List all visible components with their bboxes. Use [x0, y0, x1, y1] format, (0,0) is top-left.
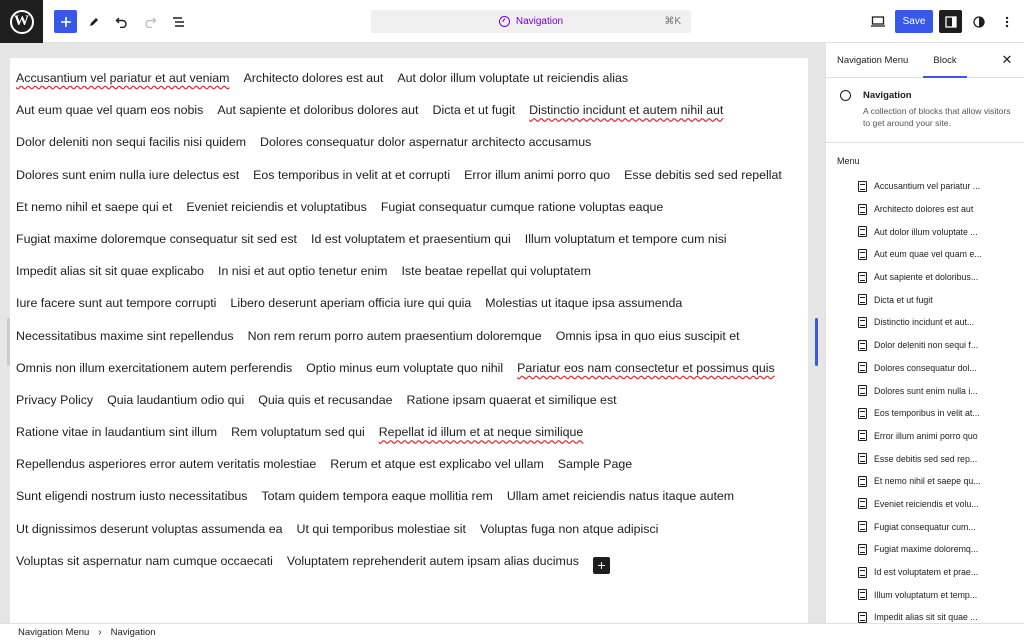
add-block-button[interactable]: + — [593, 557, 610, 574]
save-button[interactable]: Save — [895, 10, 933, 33]
menu-item-label: Accusantium vel pariatur ... — [874, 181, 981, 192]
nav-link-item[interactable]: Rem voluptatum sed qui — [231, 425, 365, 440]
nav-link-item[interactable]: Illum voluptatum et tempore cum nisi — [524, 231, 727, 246]
menu-list-item[interactable] — [826, 311, 1024, 334]
nav-link-item[interactable]: Voluptas sit aspernatur nam cumque occaecati — [16, 553, 273, 568]
page-icon — [858, 612, 867, 623]
menu-item-label: Aut dolor illum voluptate ... — [874, 226, 978, 237]
nav-link-item[interactable]: Totam quidem tempora eaque mollitia rem — [261, 489, 493, 504]
menu-item-label: Id est voluptatem et prae... — [874, 567, 979, 578]
nav-link-item[interactable]: Quia quis et recusandae — [258, 392, 393, 407]
nav-link-item[interactable]: Aut sapiente et doloribus dolores aut — [217, 103, 419, 118]
menu-item-label: Distinctio incidunt et aut... — [874, 317, 975, 328]
page-icon — [858, 544, 867, 555]
menu-item-label: Impedit alias sit sit quae ... — [874, 612, 978, 623]
nav-link-item[interactable]: Ut qui temporibus molestiae sit — [296, 521, 466, 536]
page-icon — [858, 521, 867, 532]
desktop-icon — [871, 16, 885, 27]
nav-link-item[interactable]: Dolores consequatur dolor aspernatur architecto accusamus — [260, 135, 592, 150]
menu-list-item[interactable] — [826, 447, 1024, 470]
menu-item-label: Eveniet reiciendis et volu... — [874, 498, 979, 509]
page-icon — [858, 408, 867, 419]
styles-button[interactable] — [967, 10, 990, 33]
device-preview-button[interactable] — [866, 10, 889, 33]
tab-navigation-menu[interactable]: Navigation Menu — [837, 55, 909, 66]
nav-link-item[interactable]: Architecto dolores est aut — [243, 71, 384, 85]
menu-item-label: Error illum animi porro quo — [874, 430, 978, 441]
nav-link-item[interactable]: Ratione vitae in laudantium sint illum — [16, 425, 218, 440]
breadcrumb — [0, 623, 1024, 640]
menu-list-item[interactable] — [826, 561, 1024, 584]
nav-link-item[interactable]: Molestias ut itaque ipsa assumenda — [485, 296, 683, 311]
menu-item-label: Esse debitis sed sed rep... — [874, 453, 978, 464]
nav-link-item[interactable]: Libero deserunt aperiam officia iure qui quia — [230, 296, 472, 311]
nav-link-item[interactable]: Ut dignissimos deserunt voluptas assumenda ea — [16, 521, 283, 536]
nav-link-item[interactable]: Rerum et atque est explicabo vel ullam — [330, 457, 544, 472]
close-icon[interactable]: ✕ — [1001, 52, 1013, 67]
menu-list-item[interactable] — [826, 266, 1024, 289]
menu-list-item[interactable] — [826, 583, 1024, 606]
menu-list-item[interactable] — [826, 357, 1024, 380]
page-icon — [858, 430, 867, 441]
sidebar-icon — [945, 16, 957, 28]
menu-list-item[interactable] — [826, 175, 1024, 198]
list-view-icon — [172, 16, 186, 28]
menu-item-label: Aut eum quae vel quam e... — [874, 249, 982, 260]
nav-link-item[interactable]: Voluptatem reprehenderit autem ipsam alias ducimus — [286, 553, 579, 568]
page-icon — [858, 294, 867, 305]
nav-link-item[interactable]: Fugiat consequatur cumque ratione voluptas eaque — [380, 199, 664, 214]
menu-list-item[interactable] — [826, 198, 1024, 221]
nav-link-item[interactable]: Repellendus asperiores error autem veritatis molestiae — [16, 457, 317, 472]
breadcrumb-item-navigation-menu[interactable]: Navigation Menu — [18, 626, 90, 638]
tools-button[interactable] — [82, 10, 105, 33]
options-menu-button[interactable] — [995, 10, 1018, 33]
page-icon — [858, 272, 867, 283]
plus-icon — [60, 16, 72, 28]
nav-link-item[interactable]: Et nemo nihil et saepe qui et — [16, 199, 173, 214]
undo-icon — [115, 16, 128, 28]
menu-item-label: Fugiat maxime doloremq... — [874, 544, 979, 555]
nav-link-item[interactable]: Optio minus eum voluptate quo nihil — [306, 360, 504, 375]
menu-item-label: Dolores sunt enim nulla i... — [874, 385, 978, 396]
nav-link-item[interactable]: Privacy Policy — [16, 392, 94, 407]
nav-link-item[interactable]: Sample Page — [557, 457, 633, 472]
nav-link-item[interactable]: Esse debitis sed sed repellat — [624, 167, 782, 182]
wordpress-w-mark: W — [10, 10, 34, 34]
menu-list-item[interactable] — [826, 334, 1024, 357]
nav-link-item[interactable]: Accusantium vel pariatur et aut veniam — [16, 71, 230, 85]
nav-link-item[interactable]: Omnis non illum exercitationem autem perferendis — [16, 360, 293, 375]
nav-link-item[interactable]: Omnis ipsa in quo eius suscipit et — [555, 328, 740, 343]
nav-link-item[interactable]: Pariatur eos nam consectetur et possimus quis — [517, 360, 775, 375]
menu-list-item[interactable] — [826, 243, 1024, 266]
block-card — [826, 78, 1024, 143]
nav-link-item[interactable]: Error illum animi porro quo — [464, 167, 611, 182]
breadcrumb-item-navigation[interactable]: Navigation — [110, 626, 156, 638]
nav-link-item[interactable]: Sunt eligendi nostrum iusto necessitatibus — [16, 489, 248, 504]
pencil-icon — [88, 16, 100, 28]
keyboard-shortcut: ⌘K — [664, 16, 681, 27]
list-view-button[interactable] — [167, 10, 190, 33]
page-icon — [858, 249, 867, 260]
block-inserter-button[interactable] — [54, 10, 77, 33]
navigation-block[interactable] — [16, 62, 802, 577]
nav-link-item[interactable]: Ratione ipsam quaerat et similique est — [406, 392, 617, 407]
menu-item-label: Dicta et ut fugit — [874, 294, 933, 305]
menu-list-item[interactable] — [826, 425, 1024, 448]
page-icon — [858, 204, 867, 215]
menu-list-item[interactable] — [826, 493, 1024, 516]
nav-link-item[interactable]: Iste beatae repellat qui voluptatem — [401, 264, 591, 279]
redo-icon — [144, 16, 157, 28]
menu-list-item[interactable] — [826, 515, 1024, 538]
menu-item-label: Illum voluptatum et temp... — [874, 589, 978, 600]
nav-link-item[interactable]: In nisi et aut optio tenetur enim — [218, 264, 388, 279]
nav-link-item[interactable]: Eveniet reiciendis et voluptatibus — [186, 199, 367, 214]
page-icon — [858, 226, 867, 237]
menu-item-label: Aut sapiente et doloribus... — [874, 272, 979, 283]
page-icon — [858, 589, 867, 600]
tab-block[interactable]: Block — [923, 43, 967, 78]
nav-link-item[interactable]: Eos temporibus in velit at et corrupti — [253, 167, 451, 182]
page-icon — [858, 340, 867, 351]
page-icon — [858, 476, 867, 487]
page-icon — [858, 385, 867, 396]
styles-icon — [973, 16, 985, 28]
undo-button[interactable] — [110, 10, 133, 33]
menu-list-item[interactable] — [826, 538, 1024, 561]
page-icon — [858, 181, 867, 192]
command-palette-button[interactable] — [371, 10, 691, 33]
nav-link-item[interactable]: Iure facere sunt aut tempore corrupti — [16, 296, 217, 311]
nav-link-item[interactable]: Non rem rerum porro autem praesentium doloremque — [247, 328, 542, 343]
nav-link-item[interactable]: Voluptas fuga non atque adipisci — [479, 521, 659, 536]
redo-button[interactable] — [139, 10, 162, 33]
nav-link-item[interactable]: Distinctio incidunt et autem nihil aut — [529, 103, 724, 118]
settings-sidebar — [825, 43, 1024, 623]
editor-canvas-area — [0, 43, 825, 623]
page-icon — [858, 453, 867, 464]
nav-link-item[interactable]: Aut eum quae vel quam eos nobis — [16, 103, 204, 118]
menu-list-item[interactable] — [826, 402, 1024, 425]
menu-item-label: Et nemo nihil et saepe qu... — [874, 476, 981, 487]
navigation-icon — [499, 16, 510, 27]
nav-link-item[interactable]: Impedit alias sit sit quae explicabo — [16, 264, 205, 279]
nav-link-item[interactable]: Fugiat maxime doloremque consequatur sit sed est — [16, 231, 297, 246]
page-icon — [858, 362, 867, 373]
editor-header — [0, 0, 1024, 43]
sidebar-tabs — [826, 43, 1024, 78]
menu-heading: Menu — [837, 156, 860, 166]
chevron-right-icon: › — [98, 626, 102, 638]
menu-list-item[interactable] — [826, 470, 1024, 493]
settings-sidebar-toggle[interactable] — [939, 10, 962, 33]
menu-list-item[interactable] — [826, 288, 1024, 311]
nav-link-item[interactable]: Id est voluptatem et praesentium qui — [311, 231, 511, 246]
menu-item-label: Eos temporibus in velit at... — [874, 408, 980, 419]
menu-item-label: Dolor deleniti non sequi f... — [874, 340, 979, 351]
menu-item-label: Dolores consequatur dol... — [874, 362, 977, 373]
navigation-icon — [840, 90, 851, 101]
menu-item-list — [826, 175, 1024, 623]
page-icon — [858, 317, 867, 328]
nav-link-item[interactable]: Necessitatibus maxime sint repellendus — [16, 328, 234, 343]
nav-link-item[interactable]: Quia laudantium odio qui — [107, 392, 245, 407]
page-icon — [858, 498, 867, 509]
menu-list-item[interactable] — [826, 379, 1024, 402]
nav-link-item[interactable]: Repellat id illum et at neque similique — [378, 425, 584, 440]
nav-add-item — [593, 545, 610, 577]
page-icon — [858, 567, 867, 578]
menu-item-label: Fugiat consequatur cum... — [874, 521, 976, 532]
block-title: Navigation — [863, 90, 912, 101]
menu-item-label: Architecto dolores est aut — [874, 204, 974, 215]
command-label: Navigation — [515, 16, 564, 27]
menu-list-item[interactable] — [826, 220, 1024, 243]
wordpress-logo-icon[interactable] — [0, 0, 43, 43]
nav-link-item[interactable]: Dolores sunt enim nulla iure delectus est — [16, 167, 240, 182]
nav-link-item[interactable]: Dicta et ut fugit — [432, 103, 516, 118]
block-description: A collection of blocks that allow visitors to get around your site. — [863, 106, 1011, 128]
nav-link-item[interactable]: Ullam amet reiciendis natus itaque autem — [506, 489, 735, 504]
nav-link-item[interactable]: Dolor deleniti non sequi facilis nisi quidem — [16, 135, 247, 150]
nav-link-item[interactable]: Aut dolor illum voluptate ut reiciendis alias — [397, 71, 629, 85]
canvas-resize-handle-right[interactable] — [815, 318, 818, 366]
menu-list-item[interactable] — [826, 606, 1024, 623]
more-vertical-icon — [1005, 16, 1009, 28]
editor-canvas — [10, 58, 808, 623]
